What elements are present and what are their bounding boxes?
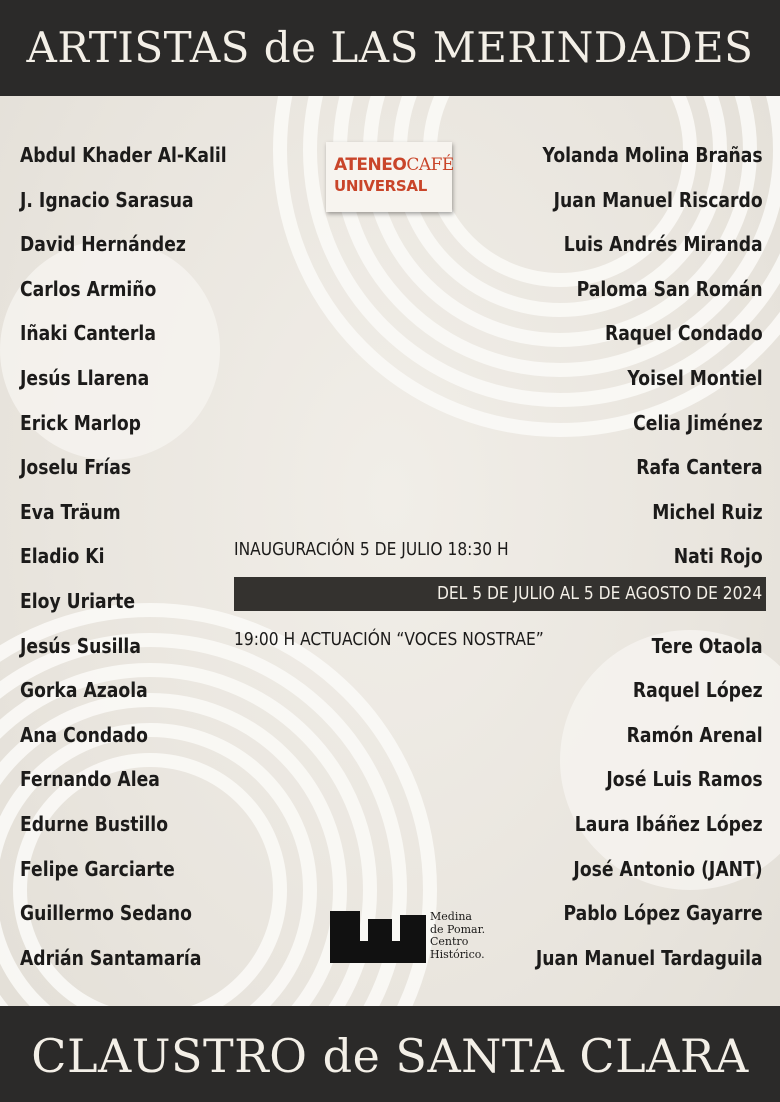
artists-left-column [20,133,260,980]
artist-name: Abdul Khader Al-Kalil [20,143,227,167]
artist-name: Michel Ruiz [652,499,763,524]
medina-line: Centro [430,935,469,948]
artist-name: José Antonio (JANT) [573,856,763,881]
artist-name: Celia Jiménez [633,410,763,435]
header-band [0,0,780,96]
artist-name: Luis Andrés Miranda [564,232,763,257]
ateneo-cafe-universal-logo [326,142,452,212]
poster-title: ARTISTAS de LAS MERINDADES [26,23,754,72]
artist-name: Ramón Arenal [626,722,763,747]
artist-name: Edurne Bustillo [20,811,169,836]
artist-name: Carlos Armiño [20,276,157,301]
artist-name: José Luis Ramos [606,767,763,792]
artist-name: Jesús Susilla [20,633,141,658]
performance-text: 19:00 H ACTUACIÓN “VOCES NOSTRAE” [234,629,544,650]
artist-name: Yolanda Molina Brañas [542,143,763,167]
artist-name: Joselu Frías [20,455,132,480]
artist-name: Iñaki Canterla [20,321,156,346]
logo-cafe-text: CAFÉ [406,155,454,175]
venue-title: CLAUSTRO de SANTA CLARA [31,1029,749,1083]
artist-name: Eladio Ki [20,544,105,569]
artist-name: Ana Condado [20,722,148,747]
artist-name: Nati Rojo [674,544,763,569]
logo-universal-text: UNIVERSAL [334,177,427,195]
artist-name: J. Ignacio Sarasua [20,187,194,212]
medina-logo-text [430,911,485,961]
logo-ateneo-text: ATENEO [334,155,407,175]
artists-right-column [499,133,763,980]
artist-name: Jesús Llarena [20,365,150,390]
artist-name: Paloma San Román [576,276,763,301]
exhibition-dates-bar [234,577,766,611]
artist-name: Raquel Condado [605,321,763,346]
artist-name: Adrián Santamaría [20,945,202,970]
artist-name: Gorka Azaola [20,678,148,703]
artist-name: Rafa Cantera [636,455,763,480]
artist-name: Juan Manuel Tardaguila [536,945,763,970]
artist-name: Fernando Alea [20,767,160,792]
medina-logo-mark [330,911,426,967]
medina-line: Medina [430,910,472,923]
artist-name: Guillermo Sedano [20,901,192,926]
medina-de-pomar-logo [330,911,490,967]
artist-name: Laura Ibáñez López [575,811,763,836]
footer-band [0,1006,780,1102]
medina-line: de Pomar. [430,922,486,936]
inauguration-text: INAUGURACIÓN 5 DE JULIO 18:30 H [234,539,509,560]
artist-name: David Hernández [20,232,186,257]
artist-name: Pablo López Gayarre [563,901,763,926]
artist-name: Tere Otaola [651,633,763,658]
artist-name: Erick Marlop [20,410,141,435]
artist-name: Eloy Uriarte [20,588,135,613]
artist-name: Felipe Garciarte [20,856,175,881]
medina-line: Histórico. [430,947,485,961]
exhibition-dates: DEL 5 DE JULIO AL 5 DE AGOSTO DE 2024 [436,583,762,604]
artist-name: Eva Träum [20,499,121,524]
artist-name: Raquel López [633,678,763,703]
artist-name: Juan Manuel Riscardo [553,187,763,212]
logo-line-1 [334,155,454,175]
artist-name: Yoisel Montiel [627,365,763,390]
